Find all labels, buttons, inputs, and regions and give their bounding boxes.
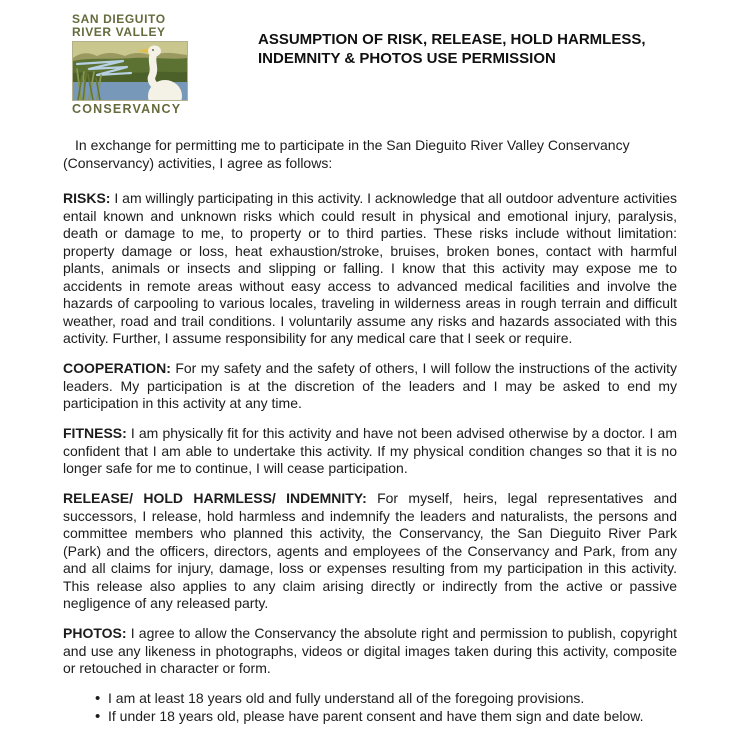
egret-head <box>148 46 161 57</box>
section-photos-body: I agree to allow the Conservancy the absolute right and permission to publish, copyright and use any likeness in photographs, videos or digital images taken during this activity, composite or retouched in character or form. <box>63 625 677 676</box>
logo-org-name-line2: RIVER VALLEY <box>72 25 166 39</box>
section-cooperation-heading: COOPERATION: <box>63 360 171 376</box>
logo-org-name-line1: SAN DIEGUITO <box>72 12 166 26</box>
logo-org-name-line3: CONSERVANCY <box>72 102 182 116</box>
section-fitness-body: I am physically fit for this activity and have not been advised otherwise by a doctor. I am confident that I am able to undertake this activity. If my physical condition changes so that it is no longer safe for me to continue, I will cease participation. <box>63 425 677 476</box>
section-release <box>63 490 677 613</box>
intro-paragraph: In exchange for permitting me to participate in the San Dieguito River Valley Conservancy (Conservancy) activities, I agree as follows: <box>63 137 630 171</box>
bullet-item-under18: • If under 18 years old, please have parent consent and have them sign and date below. <box>95 708 677 726</box>
bullet-list <box>95 690 677 725</box>
page-title <box>258 30 646 68</box>
section-release-body: For myself, heirs, legal representatives and successors, I release, hold harmless and indemnify the leaders and naturalists, the persons and committee members who planned this activity, the Conservancy, the San Dieguito River Park (Park) and the officers, directors, agents and employees of the Conservancy and Park, from any and all claims for injury, damage, loss or expenses resulting from my participation in this activity. This release also applies to any claim arising directly or indirectly from the active or passive negligence of any released party. <box>63 490 677 611</box>
bullet-item-age: • I am at least 18 years old and fully understand all of the foregoing provisions. <box>95 690 677 708</box>
section-cooperation-body: For my safety and the safety of others, I will follow the instructions of the activity leaders. My participation is at the discretion of the leaders and I may be asked to end my participation in this activity at any time. <box>63 360 677 411</box>
section-risks-heading: RISKS: <box>63 190 111 206</box>
section-release-heading: RELEASE/ HOLD HARMLESS/ INDEMNITY: <box>63 490 367 506</box>
section-fitness <box>63 425 677 478</box>
section-risks-body: I am willingly participating in this activity. I acknowledge that all outdoor adventure activities entail known and unknown risks which could result in physical and emotional injury, paralysis, death or damage to me, to property or to third parties. These risks include without limitation: property damage or loss, heat exhaustion/stroke, bruises, broken bones, contact with harmful plants, animals or insects and slipping or falling. I know that this activity may expose me to accidents in remote areas without easy access to advanced medical facilities and involve the hazards of carpooling to various locales, traveling in wilderness areas in rough terrain and difficult weather, road and trail conditions. I voluntarily assume any risks and hazards associated with this activity. Further, I assume responsibility for any medical care that I seek or require. <box>63 190 678 346</box>
section-photos-heading: PHOTOS: <box>63 625 127 641</box>
egret-eye <box>152 49 154 51</box>
page-title-line1: ASSUMPTION OF RISK, RELEASE, HOLD HARMLESS, <box>258 31 646 49</box>
conservancy-logo <box>72 13 190 116</box>
section-risks <box>63 190 677 348</box>
document-body <box>63 137 677 725</box>
section-cooperation <box>63 360 677 413</box>
section-fitness-heading: FITNESS: <box>63 425 127 441</box>
page-title-line2: INDEMNITY & PHOTOS USE PERMISSION <box>258 50 556 68</box>
section-photos <box>63 625 677 678</box>
logo-egret-illustration <box>72 41 188 101</box>
